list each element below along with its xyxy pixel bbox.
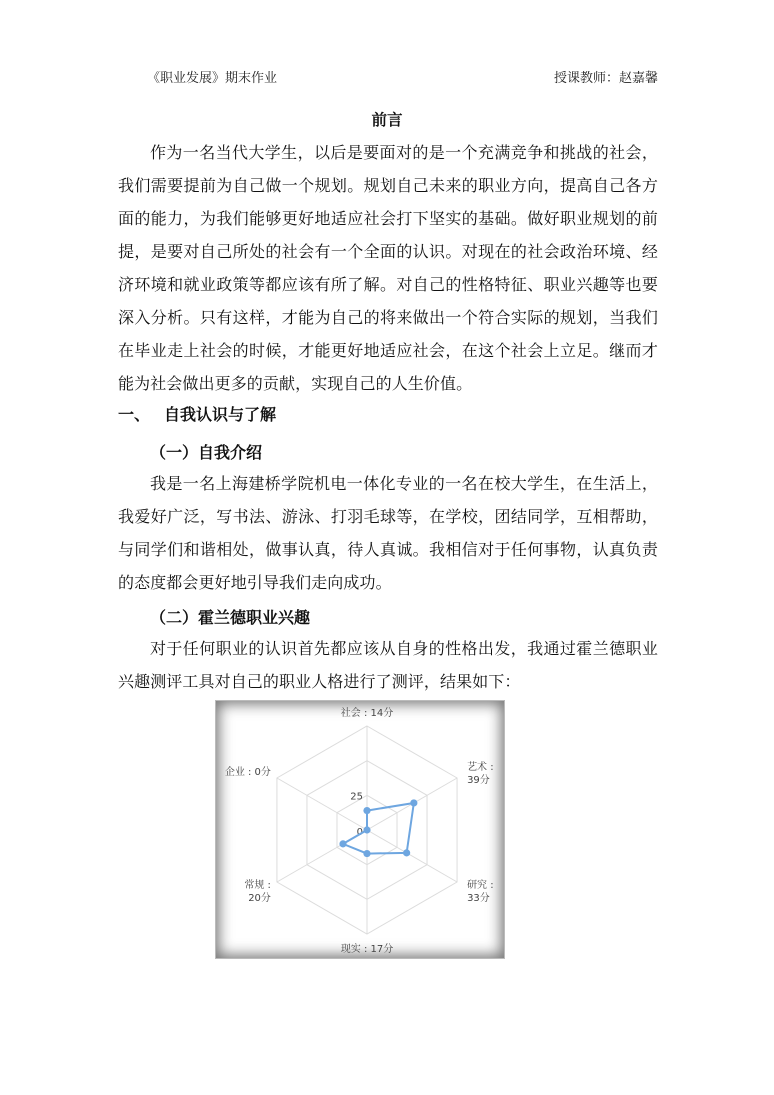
radar-spoke-2 xyxy=(367,830,457,882)
section-title: 自我认识与了解 xyxy=(164,405,277,424)
radar-axis-label-企业: 企业 : 0分 xyxy=(224,767,271,778)
subsection-heading-holland: （二）霍兰德职业兴趣 xyxy=(150,608,311,627)
section-number: 一、 xyxy=(118,405,151,424)
radar-tick-label: 0 xyxy=(356,827,363,838)
subsection-heading-intro: （一）自我介绍 xyxy=(150,443,263,462)
holland-paragraph: 对于任何职业的认识首先都应该从自身的性格出发，我通过霍兰德职业兴趣测评工具对自己的职业人格进行了测评，结果如下： xyxy=(118,639,658,691)
radar-point-企业 xyxy=(363,826,370,833)
header-course-title: 《职业发展》期末作业 xyxy=(147,71,278,86)
radar-axis-label-常规: 20分 xyxy=(248,893,271,904)
radar-point-研究 xyxy=(403,849,410,856)
radar-axis-label-常规: 常规 : xyxy=(244,880,271,891)
radar-axis-label-艺术: 39分 xyxy=(467,775,490,786)
header-instructor: 授课教师：赵嘉馨 xyxy=(553,71,658,86)
holland-radar-chart xyxy=(215,700,505,959)
radar-point-现实 xyxy=(363,850,370,857)
page-title: 前言 xyxy=(371,110,403,129)
radar-svg xyxy=(216,701,504,958)
radar-spoke-5 xyxy=(277,778,367,830)
radar-point-艺术 xyxy=(410,799,417,806)
radar-axis-label-现实: 现实 : 17分 xyxy=(340,944,394,955)
radar-point-常规 xyxy=(339,840,346,847)
radar-axis-label-社会: 社会 : 14分 xyxy=(340,708,394,719)
section-heading xyxy=(118,402,276,425)
radar-axis-label-研究: 33分 xyxy=(467,893,490,904)
preface-paragraph: 作为一名当代大学生，以后是要面对的是一个充满竞争和挑战的社会，我们需要提前为自己做一个规划。规划自己未来的职业方向，提高自己各方面的能力，为我们能够更好地适应社会打下坚实的基础。做好职业规划的前提，是要对自己所处的社会有一个全面的认识。对现在的社会政治环境、经济环境和就业政策等都应该有所了解。对自己的性格特征、职业兴趣等也要深入分析。只有这样，才能为自己的将来做出一个符合实际的规划，当我们在毕业走上社会的时候，才能更好地适应社会，在这个社会上立足。继而才能为社会做出更多的贡献，实现自己的人生价值。 xyxy=(118,143,658,393)
intro-paragraph: 我是一名上海建桥学院机电一体化专业的一名在校大学生，在生活上，我爱好广泛，写书法、游泳、打羽毛球等，在学校，团结同学，互相帮助，与同学们和谐相处，做事认真，待人真诚。我相信对于任何事物，认真负责的态度都会更好地引导我们走向成功。 xyxy=(118,474,658,592)
radar-point-社会 xyxy=(363,807,370,814)
radar-tick-label: 25 xyxy=(350,791,363,803)
radar-axis-label-艺术: 艺术 : xyxy=(467,762,494,773)
radar-series-line xyxy=(343,803,414,854)
radar-axis-label-研究: 研究 : xyxy=(467,880,494,891)
